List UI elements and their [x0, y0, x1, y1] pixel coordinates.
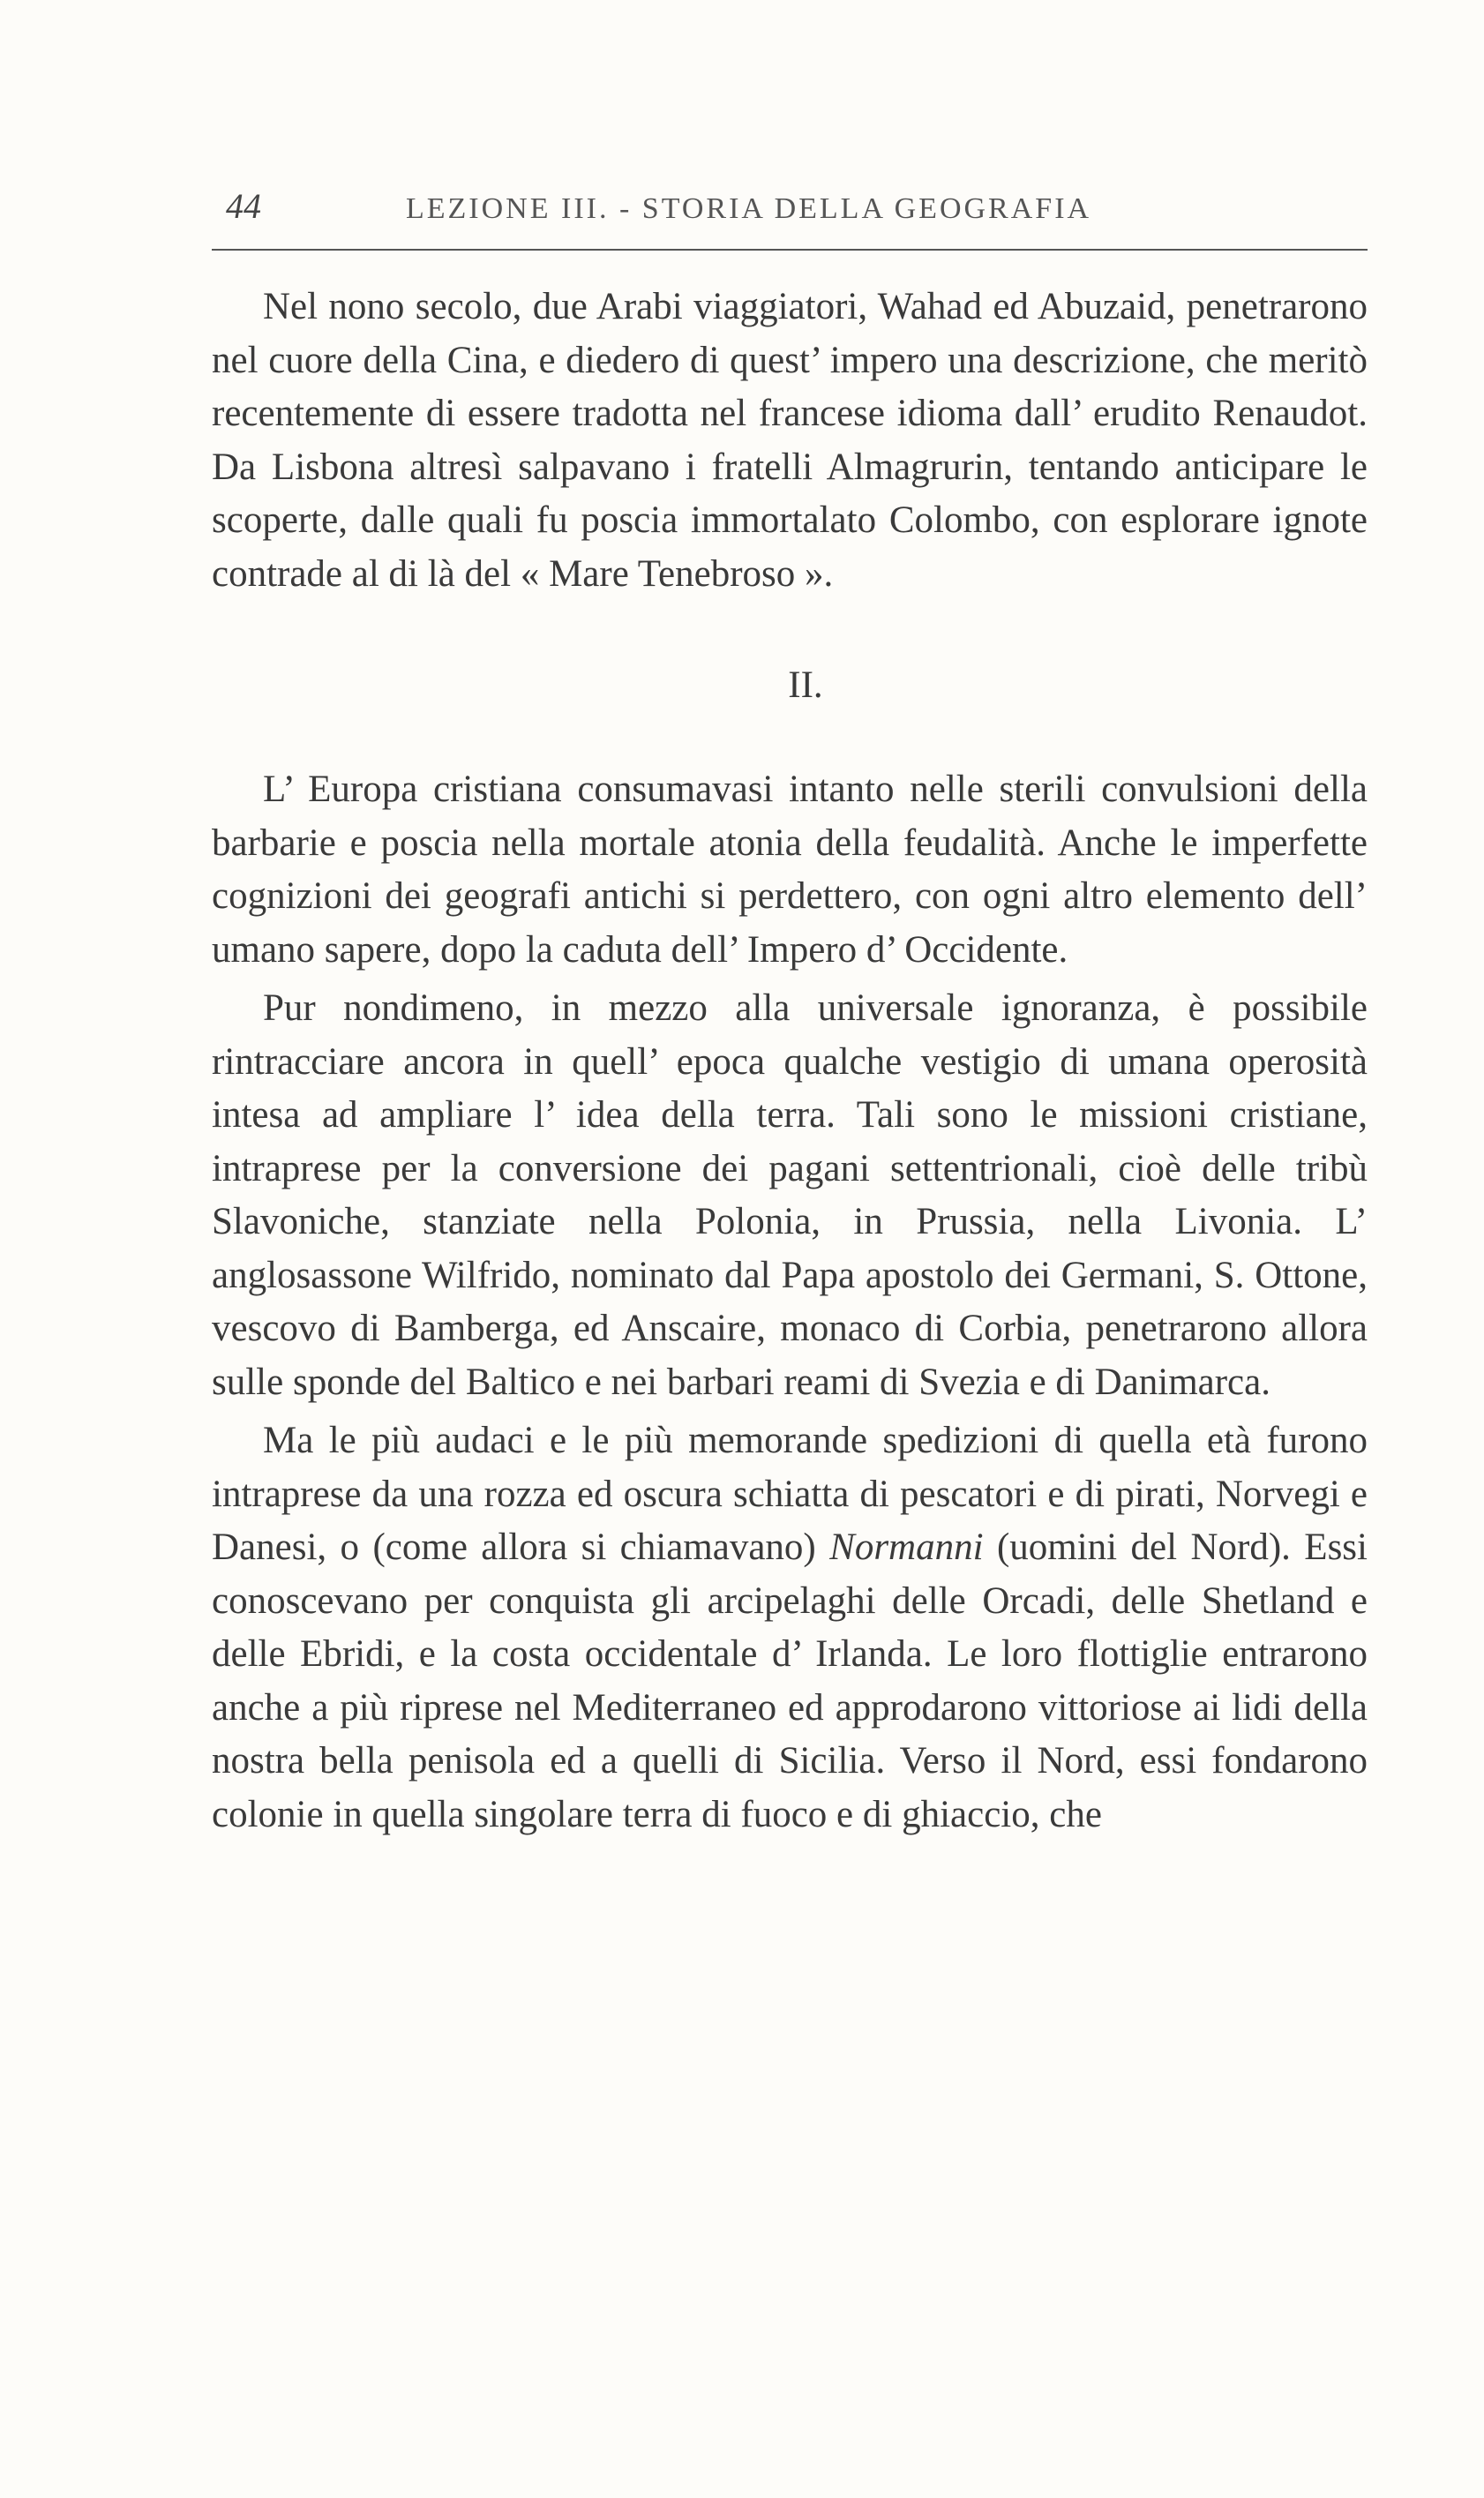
running-head: [212, 175, 1368, 236]
body-text: [212, 281, 1368, 1842]
paragraph-1: Nel nono secolo, due Arabi viaggiatori, Wahad ed Abuzaid, penetrarono nel cuore della Cina, e diedero di quest’ impero una descrizione, che meritò recentemente di essere tradotta nel francese idioma dall’ erudito Renaudot. Da Lisbona altresì salpavano i fratelli Almagrurin, tentando anticipare le scoperte, dalle quali fu poscia immortalato Colombo, con esplorare ignote contrade al di là del « Mare Tenebroso ».: [212, 286, 1368, 595]
paragraph-3: Pur nondimeno, in mezzo alla universale ignoranza, è possibile rintracciare ancora in quell’ epoca qualche vestigio di umana operosità intesa ad ampliare l’ idea della terra. Tali sono le missioni cristiane, intraprese per la conversione dei pagani settentrionali, cioè delle tribù Slavoniche, stanziate nella Polonia, in Prussia, nella Livonia. L’ anglosassone Wilfrido, nominato dal Papa apostolo dei Germani, S. Ottone, vescovo di Bamberga, ed Anscaire, monaco di Corbia, penetrarono allora sulle sponde del Baltico e nei barbari reami di Svezia e di Danimarca.: [212, 987, 1368, 1403]
paragraph-4-text-b: (uomini del Nord). Essi conoscevano per conquista gli arcipelaghi delle Orcadi, delle Shetland e delle Ebridi, e la costa occidentale d’ Irlanda. Le loro flottiglie entrarono anche a più riprese nel Mediterraneo ed approdarono vittoriose ai lidi della nostra bella penisola ed a quelli di Sicilia. Verso il Nord, essi fondarono colonie in quella singolare terra di fuoco e di ghiaccio, che: [212, 1527, 1368, 1835]
paragraph-4: [212, 1414, 1368, 1842]
header-rule: [212, 249, 1368, 251]
section-number: II.: [788, 664, 823, 706]
paragraph-4-text-a: Ma le più audaci e le più memorande spedizioni di quella età furono intraprese da una rozza ed oscura schiatta di pescatori e di pirati, Norvegi e Danesi, o (come allora si chiamavano): [212, 1420, 1368, 1568]
page-number: 44: [226, 186, 261, 226]
paragraph-4-italic-term: Normanni: [829, 1527, 984, 1568]
paragraph-2: L’ Europa cristiana consumavasi intanto nelle sterili convulsioni della barbarie e poscia nella mortale atonia della feudalità. Anche le imperfette cognizioni dei geografi antichi si perdettero, con ogni altro elemento dell’ umano sapere, dopo la caduta dell’ Impero d’ Occidente.: [212, 769, 1368, 971]
running-title: LEZIONE III. - STORIA DELLA GEOGRAFIA: [406, 192, 1092, 225]
